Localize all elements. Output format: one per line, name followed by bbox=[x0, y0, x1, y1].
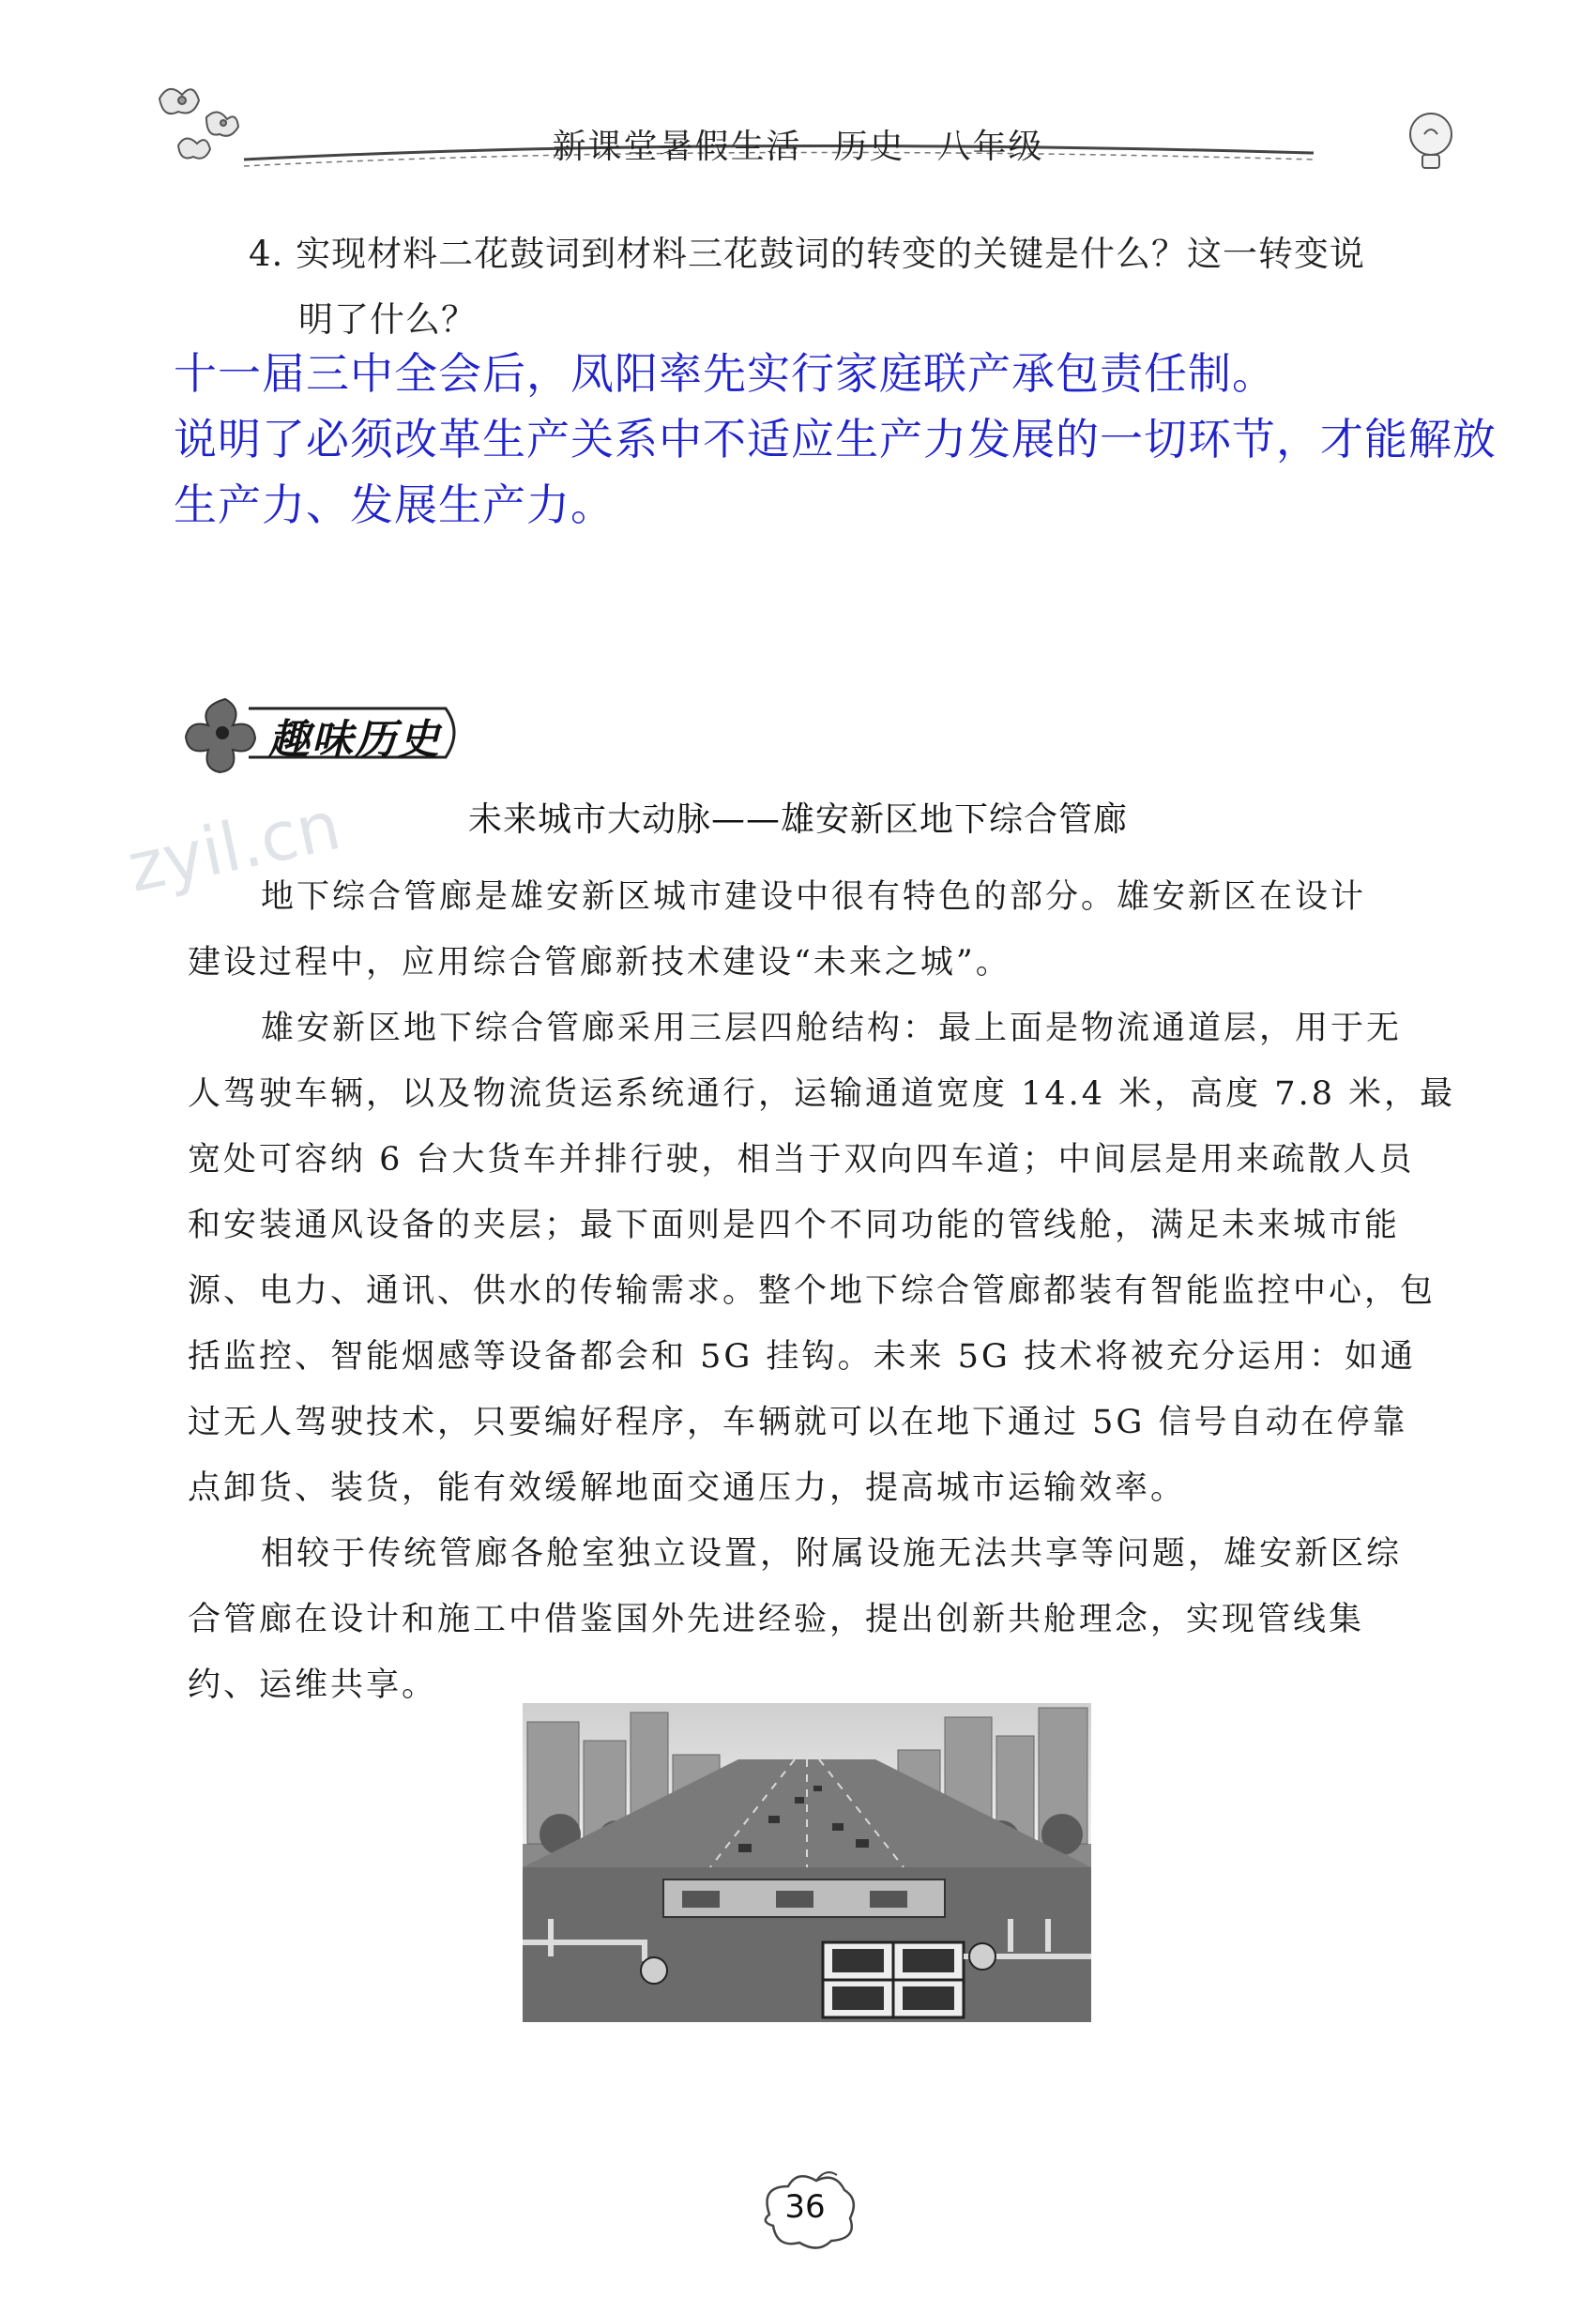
article-title: 未来城市大动脉——雄安新区地下综合管廊 bbox=[467, 800, 1128, 839]
page-number: 36 bbox=[784, 2188, 826, 2226]
article-line: 合管廊在设计和施工中借鉴国外先进经验，提出创新共舱理念，实现管线集 bbox=[188, 1601, 1365, 1638]
question-line-1: 4. 实现材料二花鼓词到材料三花鼓词的转变的关键是什么？这一转变说 bbox=[249, 234, 1366, 274]
article-line: 地下综合管廊是雄安新区城市建设中很有特色的部分。雄安新区在设计 bbox=[261, 878, 1367, 916]
article-line: 约、运维共享。 bbox=[188, 1666, 438, 1704]
question-line-2: 明了什么？ bbox=[298, 299, 477, 340]
running-header bbox=[0, 120, 1596, 168]
article-line: 过无人驾驶技术，只要编好程序，车辆就可以在地下通过 5G 信号自动在停靠 bbox=[188, 1404, 1408, 1441]
article-line: 括监控、智能烟感等设备都会和 5G 挂钩。未来 5G 技术将被充分运用：如通 bbox=[188, 1338, 1416, 1376]
answer-line-2: 说明了必须改革生产关系中不适应生产力发展的一切环节，才能解放 bbox=[174, 414, 1497, 464]
header-book: 新课堂暑假生活 bbox=[552, 128, 802, 166]
utility-tunnel-illustration bbox=[523, 1703, 1091, 2022]
section-title: 趣味历史 bbox=[268, 716, 441, 764]
hibiscus-flower-icon bbox=[186, 699, 255, 772]
article-line: 相较于传统管廊各舱室独立设置，附属设施无法共享等问题，雄安新区综 bbox=[261, 1535, 1403, 1573]
article-line: 建设过程中，应用综合管廊新技术建设“未来之城”。 bbox=[188, 944, 1011, 982]
answer-line-1: 十一届三中全会后，凤阳率先实行家庭联产承包责任制。 bbox=[174, 348, 1276, 399]
header-grade: 八年级 bbox=[936, 128, 1044, 166]
article-line: 人驾驶车辆，以及物流货运系统通行，运输通道宽度 14.4 米，高度 7.8 米，最 bbox=[188, 1075, 1456, 1113]
article-line: 点卸货、装货，能有效缓解地面交通压力，提高城市运输效率。 bbox=[188, 1469, 1187, 1507]
article-line: 宽处可容纳 6 台大货车并排行驶，相当于双向四车道；中间层是用来疏散人员 bbox=[188, 1141, 1415, 1179]
article-line: 和安装通风设备的夹层；最下面则是四个不同功能的管线舱，满足未来城市能 bbox=[188, 1207, 1401, 1244]
header-subject: 历史 bbox=[833, 128, 905, 166]
answer-line-3: 生产力、发展生产力。 bbox=[174, 479, 615, 530]
article-line: 雄安新区地下综合管廊采用三层四舱结构：最上面是物流通道层，用于无 bbox=[261, 1010, 1403, 1047]
watermark: zyil.cn bbox=[120, 785, 347, 907]
article-line: 源、电力、通讯、供水的传输需求。整个地下综合管廊都装有智能监控中心，包 bbox=[188, 1272, 1436, 1310]
